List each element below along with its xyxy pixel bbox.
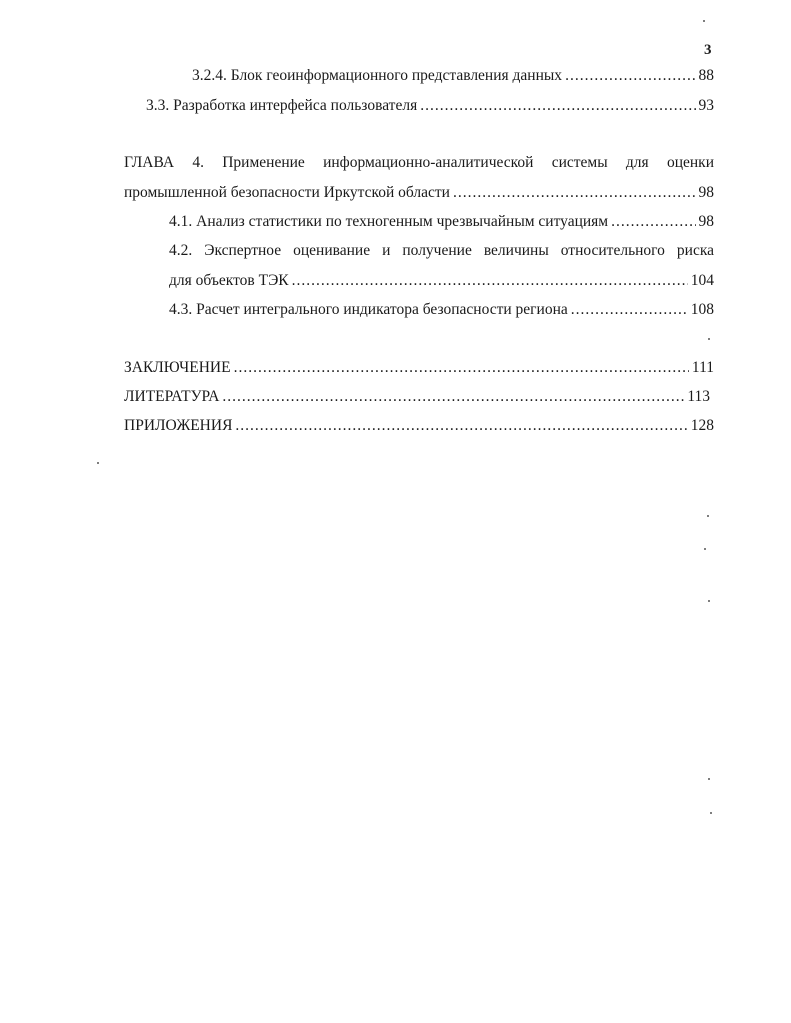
toc-entry-page: 113 xyxy=(687,388,710,405)
toc-entry-4-2 xyxy=(169,271,714,291)
toc-entry-conclusion xyxy=(124,358,714,378)
scan-speck xyxy=(703,20,705,22)
dot-leader xyxy=(611,212,695,232)
toc-entry-title: ПРИЛОЖЕНИЯ xyxy=(124,417,233,434)
scan-speck xyxy=(708,600,710,602)
toc-entry-page: 108 xyxy=(690,301,714,318)
page-number: 3 xyxy=(704,42,712,58)
dot-leader xyxy=(420,96,695,116)
toc-entry-4-2-heading: 4.2. Экспертное оценивание и получение величины относительного риска xyxy=(169,242,714,259)
scan-speck xyxy=(704,548,706,550)
toc-entry-page: 88 xyxy=(698,67,714,84)
scan-speck xyxy=(710,812,712,814)
toc-entry-4-3 xyxy=(169,300,714,320)
toc-entry-3-2-4 xyxy=(192,66,714,86)
toc-entry-page: 111 xyxy=(691,359,714,376)
toc-entry-title: 3.2.4. Блок геоинформационного представления данных xyxy=(192,67,563,84)
toc-entry-page: 98 xyxy=(698,184,714,201)
toc-entry-title: 3.3. Разработка интерфейса пользователя xyxy=(146,97,418,114)
scan-speck xyxy=(708,338,710,340)
toc-entry-4-1 xyxy=(169,212,714,232)
scan-speck xyxy=(707,515,709,517)
dot-leader xyxy=(565,66,695,86)
toc-entry-page: 93 xyxy=(698,97,714,114)
toc-entry-chapter-4 xyxy=(124,183,714,203)
scan-speck xyxy=(97,462,99,464)
toc-entry-title: промышленной безопасности Иркутской области xyxy=(124,184,450,201)
toc-entry-page: 98 xyxy=(698,213,714,230)
toc-entry-appendix xyxy=(124,416,714,436)
chapter-4-heading: ГЛАВА 4. Применение информационно-аналитической системы для оценки xyxy=(124,154,714,171)
dot-leader xyxy=(571,300,688,320)
dot-leader xyxy=(234,358,689,378)
toc-entry-page: 104 xyxy=(690,272,714,289)
dot-leader xyxy=(292,271,688,291)
scan-speck xyxy=(708,778,710,780)
toc-entry-title: 4.3. Расчет интегрального индикатора безопасности региона xyxy=(169,301,568,318)
dot-leader xyxy=(453,183,696,203)
toc-entry-title: ЛИТЕРАТУРА xyxy=(124,388,220,405)
dot-leader xyxy=(222,387,684,407)
dot-leader xyxy=(235,416,687,436)
toc-entry-3-3 xyxy=(146,96,714,116)
toc-entry-title: 4.1. Анализ статистики по техногенным чрезвычайным ситуациям xyxy=(169,213,609,230)
toc-entry-page: 128 xyxy=(690,417,714,434)
toc-entry-literature xyxy=(124,387,710,407)
toc-entry-title: ЗАКЛЮЧЕНИЕ xyxy=(124,359,231,376)
toc-entry-title: для объектов ТЭК xyxy=(169,272,289,289)
